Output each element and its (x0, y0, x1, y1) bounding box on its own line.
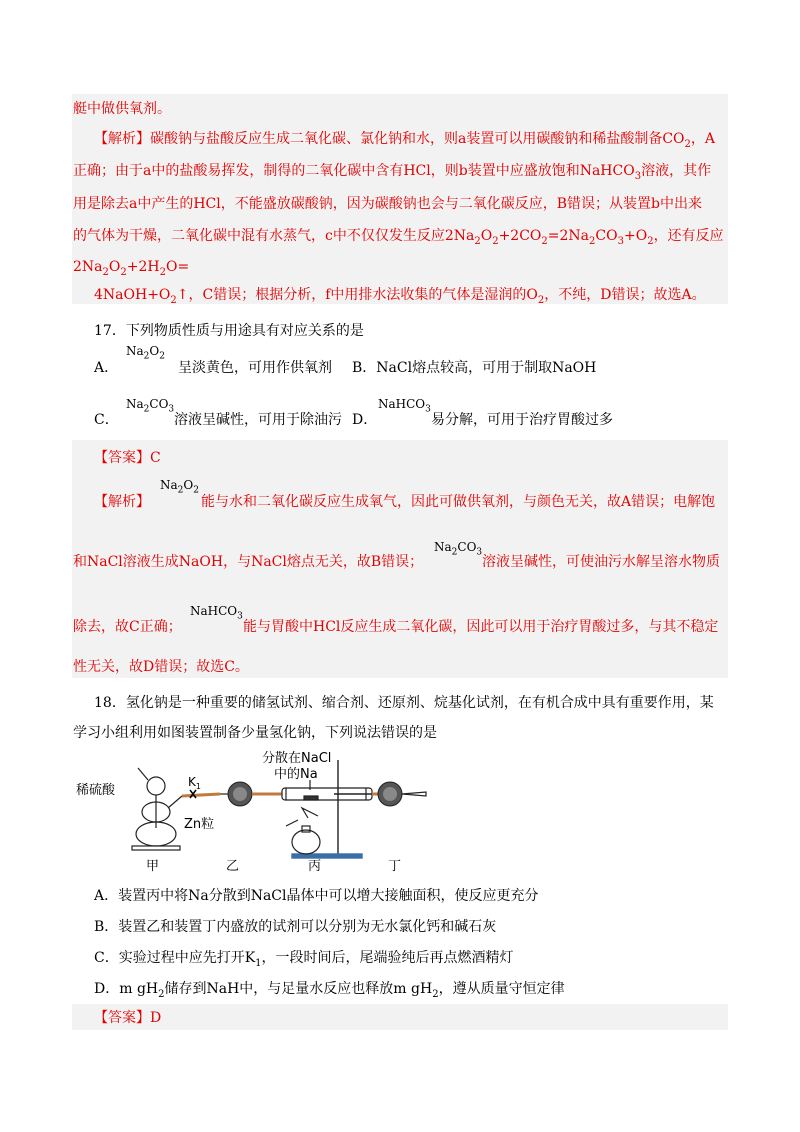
q17-analysis-line1: 能与水和二氧化碳反应生成氧气，因此可做供氧剂，与颜色无关，故A错误；电解饱 (201, 494, 716, 510)
label-jia: 甲 (146, 859, 160, 874)
q17-analysis-line2b: 溶液呈碱性，可使油污水解呈溶水物质 (482, 554, 720, 570)
q17-analysis-formula-3: NaHCO$_3$ (190, 604, 243, 622)
label-nacl-1: 分散在NaCl (262, 751, 332, 766)
label-bing: 丙 (308, 859, 322, 874)
q18-option-d: D．m $gH_2$储存到NaH中，与足量水反应也释放m $gH_2$，遵从质量守恒定律 (94, 981, 565, 1000)
q16-analysis-line5: $2Na_2O_2+2H_2O=$ (73, 259, 190, 278)
label-zn: Zn粒 (184, 817, 215, 832)
q18-option-b: B．装置乙和装置丁内盛放的试剂可以分别为无水氯化钙和碱石灰 (94, 919, 497, 935)
drying-tube-ding (372, 782, 426, 806)
k1-valve (182, 794, 220, 796)
q17-stem: 17．下列物质性质与用途具有对应关系的是 (94, 323, 364, 339)
q17-option-d-formula: NaHCO$_3$ (378, 397, 431, 415)
q17-analysis-formula-1: $Na_2O_2$ (160, 478, 199, 496)
q17-option-d-text: 易分解，可用于治疗胃酸过多 (431, 412, 613, 428)
q17-option-c-label: C． (94, 412, 119, 428)
q17-analysis-line2: 和NaCl溶液生成NaOH，与NaCl熔点无关，故B错误； (73, 554, 424, 570)
q16-analysis-line6: $4NaOH+O_2↑$，C错误；根据分析，f中用排水法收集的气体是湿润的$O_2$，不纯，D错误；故选A。 (94, 287, 706, 306)
q16-analysis-line2: 正确；由于a中的盐酸易挥发，制得的二氧化碳中含有HCl，则b装置中应盛放饱和NaHCO$_3$溶液，其作 (73, 163, 712, 182)
q17-option-b: B．NaCl熔点较高，可用于制取NaOH (352, 360, 597, 376)
q18-stem-line1: 18．氢化钠是一种重要的储氢试剂、缩合剂、还原剂、烷基化试剂，在有机合成中具有重要作用，某 (94, 695, 714, 711)
q16-analysis-line1: 【解析】碳酸钠与盐酸反应生成二氧化碳、氯化钠和水，则a装置可以用碳酸钠和稀盐酸制备$CO_2$，A (94, 131, 716, 150)
q18-option-c: C．实验过程中应先打开$K_1$，一段时间后，尾端验纯后再点燃酒精灯 (94, 950, 514, 969)
q18-stem-line2: 学习小组利用如图装置制备少量氢化钠，下列说法错误的是 (73, 725, 437, 741)
label-ding: 丁 (388, 859, 402, 874)
q17-option-c-formula: $Na_2CO_3$ (126, 397, 175, 415)
q17-option-d-label: D． (352, 412, 378, 428)
q17-analysis-label: 【解析】 (94, 494, 150, 510)
q18-option-a: A．装置丙中将Na分散到NaCl晶体中可以增大接触面积，使反应更充分 (94, 888, 539, 904)
label-dilute-sulfuric-acid: 稀硫酸 (76, 783, 116, 798)
q17-option-a-formula: $Na_2O_2$ (126, 344, 165, 362)
drying-tube-yi (220, 782, 282, 806)
q16-analysis-line3: 用是除去a中产生的HCl，不能盛放碳酸钠，因为碳酸钠也会与二氧化碳反应，B错误；从装置b中出来 (73, 196, 702, 212)
q16-analysis-line4: 的气体为干燥，二氧化碳中混有水蒸气，c中不仅仅发生反应$2Na_2O_2+2CO_2=2Na_2CO_3+O_2$，还有反应 (73, 228, 724, 247)
q17-option-a-text: 呈淡黄色，可用作供氧剂 (178, 360, 332, 376)
kipp-generator (132, 768, 182, 850)
q17-answer: 【答案】C (94, 450, 161, 466)
q18-answer: 【答案】D (94, 1010, 162, 1026)
q17-option-a-label: A． (94, 360, 119, 376)
analysis-label: 【解析】 (94, 131, 150, 147)
label-nacl-2: 中的Na (274, 767, 318, 782)
q16-tail: 艇中做供氧剂。 (73, 101, 171, 117)
reaction-tube-bing (282, 780, 372, 800)
q17-analysis-line4: 性无关，故D错误；故选C。 (73, 659, 249, 675)
label-yi: 乙 (226, 859, 240, 874)
q18-answer-box (72, 1004, 728, 1030)
q17-analysis-formula-2: $Na_2CO_3$ (434, 540, 483, 558)
q17-analysis-line3b: 能与胃酸中HCl反应生成二氧化碳，因此可以用于治疗胃酸过多，与其不稳定 (243, 619, 719, 635)
q17-option-c-text: 溶液呈碱性，可用于除油污 (174, 412, 342, 428)
spirit-lamp (286, 808, 320, 854)
label-k1: $K_1$ (188, 775, 201, 791)
apparatus-figure (72, 750, 432, 874)
q17-analysis-line3: 除去，故C正确； (73, 619, 182, 635)
